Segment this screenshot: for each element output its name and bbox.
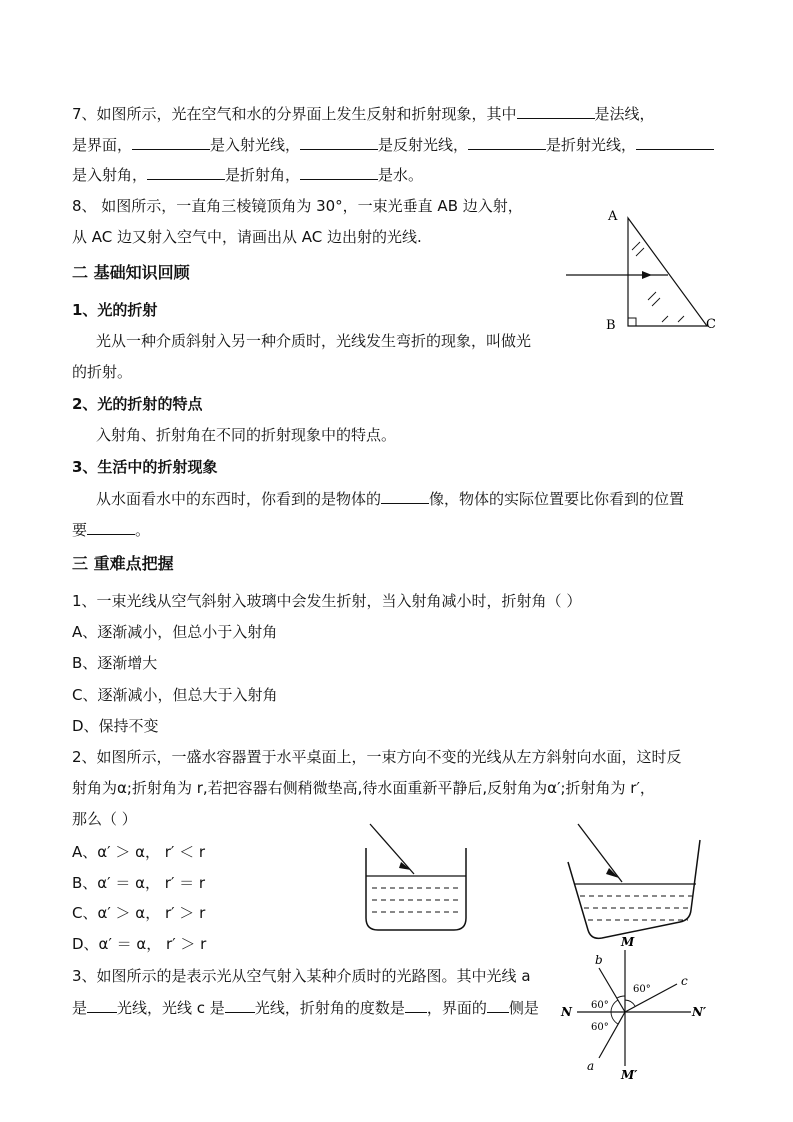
ray-diagram bbox=[555, 930, 725, 1080]
q1-option-a[interactable]: A、逐渐减小，但总小于入射角 bbox=[72, 623, 278, 641]
light-ray bbox=[370, 824, 414, 874]
arrow-icon bbox=[642, 271, 652, 279]
q3-text: 光线，光线 c 是 bbox=[117, 999, 225, 1017]
section-2-1-text: 的折射。 bbox=[72, 363, 133, 381]
water bbox=[580, 896, 692, 920]
q3-text: ，界面的 bbox=[426, 999, 487, 1017]
section-2-1-title: 1、光的折射 bbox=[72, 301, 158, 319]
angle-label-top: 60° bbox=[633, 984, 651, 995]
q7-text: 是折射光线， bbox=[546, 136, 637, 154]
q7-text: 是入射光线， bbox=[210, 136, 301, 154]
section-2-2-text: 入射角、折射角在不同的折射现象中的特点。 bbox=[96, 426, 397, 444]
prism-triangle bbox=[628, 218, 707, 326]
q3-text: 侧是 bbox=[508, 999, 539, 1017]
q7-text: 是界面， bbox=[72, 136, 133, 154]
section-2-3-text: 从水面看水中的东西时，你看到的是物体的 bbox=[96, 490, 382, 508]
q3-text: 是 bbox=[72, 999, 88, 1017]
label-c: c bbox=[681, 974, 688, 988]
answer-blank[interactable] bbox=[468, 134, 546, 150]
angle-label-left-top: 60° bbox=[591, 1000, 609, 1011]
section-2-title: 二 基础知识回顾 bbox=[72, 263, 190, 282]
angle-arc bbox=[611, 1000, 618, 1012]
answer-blank[interactable] bbox=[487, 997, 509, 1013]
q2-stem-line-1: 2、如图所示，一盛水容器置于水平桌面上，一束方向不变的光线从左方斜射向水面，这时反 bbox=[72, 748, 682, 766]
container bbox=[568, 840, 700, 938]
section-2-1-text: 光从一种介质斜射入另一种介质时，光线发生弯折的现象，叫做光 bbox=[96, 332, 532, 350]
q7-text: 是反射光线， bbox=[378, 136, 469, 154]
section-3-title: 三 重难点把握 bbox=[72, 554, 174, 573]
q2-stem-line-2: 射角为α;折射角为 r,若把容器右侧稍微垫高,待水面重新平静后,反射角为α′;折射角为 r′， bbox=[72, 779, 655, 797]
section-2-3-line-1 bbox=[96, 488, 684, 509]
prism-figure bbox=[560, 200, 730, 335]
q1-option-b[interactable]: B、逐渐增大 bbox=[72, 654, 158, 672]
ray-a bbox=[599, 1012, 625, 1058]
angle-arc bbox=[617, 996, 625, 998]
q7-text: 是折射角， bbox=[225, 166, 301, 184]
label-m: M bbox=[621, 935, 635, 949]
label-n-prime: N′ bbox=[692, 1005, 707, 1019]
glass-hatching bbox=[632, 242, 684, 322]
answer-blank[interactable] bbox=[87, 519, 135, 535]
q8-line-1: 8、 如图所示，一直角三棱镜顶角为 30°，一束光垂直 AB 边入射， bbox=[72, 197, 523, 215]
container bbox=[366, 848, 466, 930]
prism-label-a: A bbox=[608, 209, 618, 224]
section-2-3-text: 像，物体的实际位置要比你看到的位置 bbox=[429, 490, 685, 508]
label-a: a bbox=[587, 1059, 595, 1073]
answer-blank[interactable] bbox=[147, 164, 225, 180]
q7-text: 7、如图所示，光在空气和水的分界面上发生反射和折射现象，其中 bbox=[72, 105, 517, 123]
label-n: N bbox=[561, 1005, 572, 1019]
water bbox=[372, 888, 460, 912]
q2-stem-line-3: 那么（ ） bbox=[72, 810, 137, 828]
answer-blank[interactable] bbox=[405, 997, 427, 1013]
q7-line-2 bbox=[72, 134, 714, 155]
prism-label-b: B bbox=[606, 318, 616, 333]
q2-option-d[interactable]: D、α′ ＝ α， r′ ＞ r bbox=[72, 935, 207, 953]
q1-option-d[interactable]: D、保持不变 bbox=[72, 717, 159, 735]
q3-stem-line-2 bbox=[72, 997, 539, 1018]
container-level-figure bbox=[358, 818, 473, 934]
right-angle-mark bbox=[628, 318, 636, 326]
answer-blank[interactable] bbox=[132, 134, 210, 150]
q7-text: 是法线， bbox=[594, 105, 655, 123]
angle-arc bbox=[625, 1000, 635, 1006]
q3-stem-line-1: 3、如图所示的是表示光从空气射入某种介质时的光路图。其中光线 a bbox=[72, 967, 531, 985]
q1-stem: 1、一束光线从空气斜射入玻璃中会发生折射，当入射角减小时，折射角（ ） bbox=[72, 592, 582, 610]
answer-blank[interactable] bbox=[636, 134, 714, 150]
angle-label-left-bottom: 60° bbox=[591, 1022, 609, 1033]
label-m-prime: M′ bbox=[621, 1068, 638, 1080]
q2-option-a[interactable]: A、α′ ＞ α， r′ ＜ r bbox=[72, 843, 206, 861]
prism-label-c: C bbox=[706, 317, 716, 332]
answer-blank[interactable] bbox=[300, 134, 378, 150]
section-2-2-title: 2、光的折射的特点 bbox=[72, 395, 203, 413]
q7-line-3 bbox=[72, 164, 423, 185]
label-b: b bbox=[595, 953, 603, 967]
q7-line-1 bbox=[72, 103, 655, 124]
q3-text: 光线，折射角的度数是 bbox=[254, 999, 405, 1017]
container-tilted-figure bbox=[560, 818, 710, 944]
section-2-3-text: 。 bbox=[135, 521, 151, 539]
q7-text: 是入射角， bbox=[72, 166, 148, 184]
answer-blank[interactable] bbox=[225, 997, 255, 1013]
q2-option-b[interactable]: B、α′ ＝ α， r′ ＝ r bbox=[72, 874, 206, 892]
q1-option-c[interactable]: C、逐渐减小，但总大于入射角 bbox=[72, 686, 278, 704]
answer-blank[interactable] bbox=[87, 997, 117, 1013]
answer-blank[interactable] bbox=[300, 164, 378, 180]
answer-blank[interactable] bbox=[517, 103, 595, 119]
section-2-3-title: 3、生活中的折射现象 bbox=[72, 458, 218, 476]
section-2-3-text: 要 bbox=[72, 521, 88, 539]
angle-arc bbox=[611, 1012, 618, 1024]
q8-line-2: 从 AC 边又射入空气中，请画出从 AC 边出射的光线. bbox=[72, 228, 422, 246]
q2-option-c[interactable]: C、α′ ＞ α， r′ ＞ r bbox=[72, 904, 206, 922]
section-2-3-line-2 bbox=[72, 519, 150, 540]
answer-blank[interactable] bbox=[381, 488, 429, 504]
light-ray bbox=[578, 824, 622, 882]
q7-text: 是水。 bbox=[378, 166, 424, 184]
